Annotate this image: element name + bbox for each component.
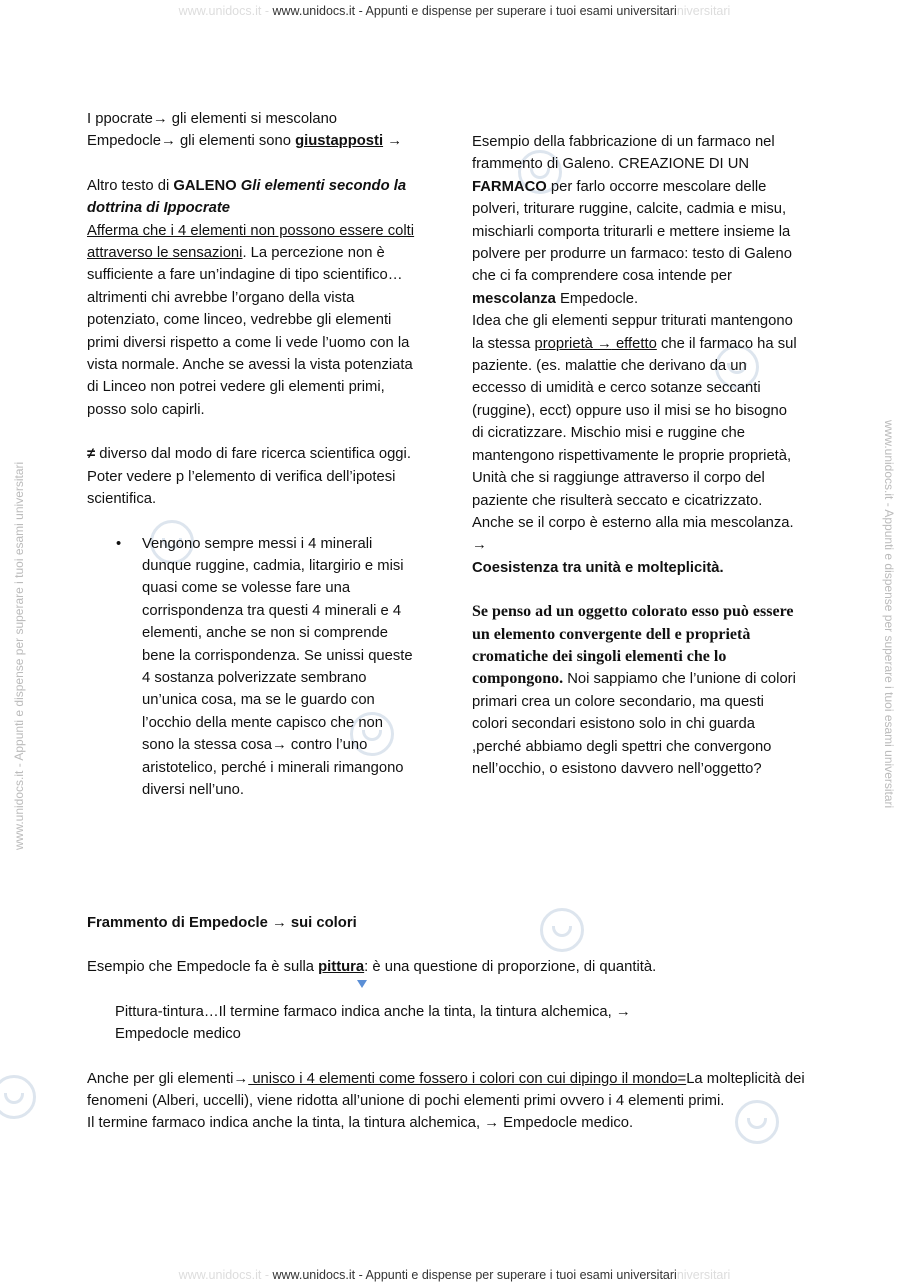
section-heading [87,912,807,934]
bottom-section [87,912,807,1135]
text: Esempio della fabbricazione di un farmaco nel frammento di Galeno. CREAZIONE DI UN [472,134,775,173]
arrow-icon: → [272,915,287,931]
header-ghost: www.unidocs.it - [178,4,273,18]
text: Altro testo di [87,177,174,194]
arrow-icon: → [597,335,612,352]
text: Pittura-tintura…Il termine farmaco indica anche la tinta, la tintura alchemica, [115,1003,616,1020]
text: diverso dal modo di fare ricerca scientifica oggi. Poter vedere p l’elemento di verifica dell’ipotesi scientifica. [87,446,411,508]
text: Esempio che Empedocle fa è sulla [87,959,319,976]
text: Anche per gli elementi [87,1070,234,1087]
arrow-icon: → [387,133,402,150]
header-ghost-right: niversitari [676,4,731,18]
bold-term: mescolanza [472,290,556,307]
footer-text: www.unidocs.it - Appunti e dispense per superare i tuoi esami universitari [272,1268,677,1282]
side-watermark-right: www.unidocs.it - Appunti e dispense per superare i tuoi esami universitari [882,420,896,809]
text: Empedocle medico. [499,1115,634,1132]
paragraph [87,108,417,130]
side-watermark-left: www.unidocs.it - Appunti e dispense per superare i tuoi esami universitari [12,461,26,850]
paragraph [87,130,417,152]
paragraph [472,601,802,780]
paragraph [472,310,802,579]
paragraph [87,1068,807,1113]
text: . La percezione non è sufficiente a fare un’indagine di tipo scientifico… altrimenti chi avrebbe l’organo della vista potenziato, come linceo, vedrebbe gli elementi primi diversi rispetto a come li vede l’uomo con la vista normale. Anche se avessi la vista potenziata di Linceo non potrei vedere gli elementi primi, posso solo capirli. [87,245,413,418]
text: Frammento di Empedocle [87,915,272,931]
bold-serif-text: Se penso ad un oggetto colorato esso può essere un elemento convergente dell e proprietà cromatiche dei singoli elementi che lo compongono. [472,603,794,688]
bold-term: GALENO [173,177,237,194]
bullet-icon: • [116,535,122,552]
arrow-icon: → [271,737,287,754]
header-text: www.unidocs.it - Appunti e dispense per superare i tuoi esami universitari [272,4,677,18]
footer-ghost: www.unidocs.it - [178,1268,273,1282]
text: Noi sappiamo che l’unione di colori primari crea un colore secondario, ma questi colori secondari esistono solo in chi guarda ,perché abbiamo degli spettri che convergono nell’occhio, o esistono davvero nell’oggetto? [472,671,796,777]
watermark-logo-icon [0,1075,36,1119]
indented-paragraph [87,1001,735,1046]
text: per farlo occorre mescolare delle polveri, triturare ruggine, calcite, cadmia e misu, mischiarli comporta triturarli e mettere insieme la polvere per produrre un farmaco: testo di Galeno che ci fa comprendere cosa intende per [472,178,792,285]
text: Idea che gli elementi seppur triturati mantengono la stessa [472,313,793,352]
arrow-icon: → [233,1070,249,1087]
arrow-icon: → [484,1115,500,1132]
arrow-icon: → [472,537,487,554]
left-column [87,108,417,801]
paragraph [472,131,802,310]
underlined-term: giustapposti [295,133,384,150]
text: che il farmaco ha sul paziente. (es. malattie che derivano da un eccesso di umidità e cerco sotanze seccanti (ruggine), ecct) oppure uso il misi se ho bisogno di cicratizzare. Mischio misi e ruggine che mantengono rispettivamente le proprie proprietà, Unità che si raggiunge attraverso il corpo del paziente che risulterà seccato e cicatrizzato. Anche se il corpo è esterno alla mia mescolanza. [472,335,797,531]
text: gli elementi si mescolano [167,111,338,127]
paragraph [87,956,807,978]
underlined-text: Afferma che i 4 elementi non possono essere colti attraverso le sensazioni [87,222,415,262]
bullet-list [87,533,417,802]
text: gli elementi sono [175,133,296,150]
not-equal-symbol: ≠ [87,446,96,463]
text: : è una questione di proporzione, di quantità. [364,959,657,976]
arrow-icon: → [152,111,168,127]
footer-ghost-right: niversitari [676,1268,731,1282]
paragraph [87,443,417,510]
page-footer [0,1268,909,1282]
underlined-text [535,336,657,352]
bold-term: FARMACO [472,178,547,195]
text: Empedocle [87,133,162,150]
text: contro l’uno aristotelico, perché i minerali rimangono diversi nell’uno. [142,737,404,798]
text: I ppocrate [87,111,153,127]
text: effetto [611,335,657,352]
text: Empedocle medico [115,1026,241,1043]
right-column [472,131,802,780]
comment-marker-icon [357,980,367,988]
paragraph [87,175,417,421]
paragraph [87,1112,807,1134]
text: proprietà [534,335,593,352]
text: Il termine farmaco indica anche la tinta, la tintura alchemica, [87,1115,485,1132]
text: Vengono sempre messi i 4 minerali dunque ruggine, cadmia, litargirio e misi quasi come se volesse fare una corrispondenza tra questi 4 minerali e 4 elementi, anche se non si comprende bene la corrispondenza. Se unissi queste 4 sostanza polverizzate sembrano un’unica cosa, ma se le guardo con l’occhio della mente capisco che non sono la stessa cosa [142,535,413,754]
list-item [116,533,417,802]
text: Empedocle. [555,290,639,307]
bold-term: Coesistenza tra unità e molteplicità. [472,559,724,576]
italic-title: Gli elementi secondo la dottrina di Ippocrate [87,177,407,217]
underlined-term: pittura [318,959,365,976]
arrow-icon: → [161,133,176,150]
underlined-text: unisco i 4 elementi come fossero i colori con cui dipingo il mondo= [248,1070,687,1087]
page-header [0,4,909,18]
text: sui colori [286,915,357,931]
arrow-icon: → [615,1003,631,1020]
text: La molteplicità dei fenomeni (Alberi, uccelli), viene ridotta all’unione di pochi elementi primi ovvero i 4 elementi primi. [87,1070,805,1110]
